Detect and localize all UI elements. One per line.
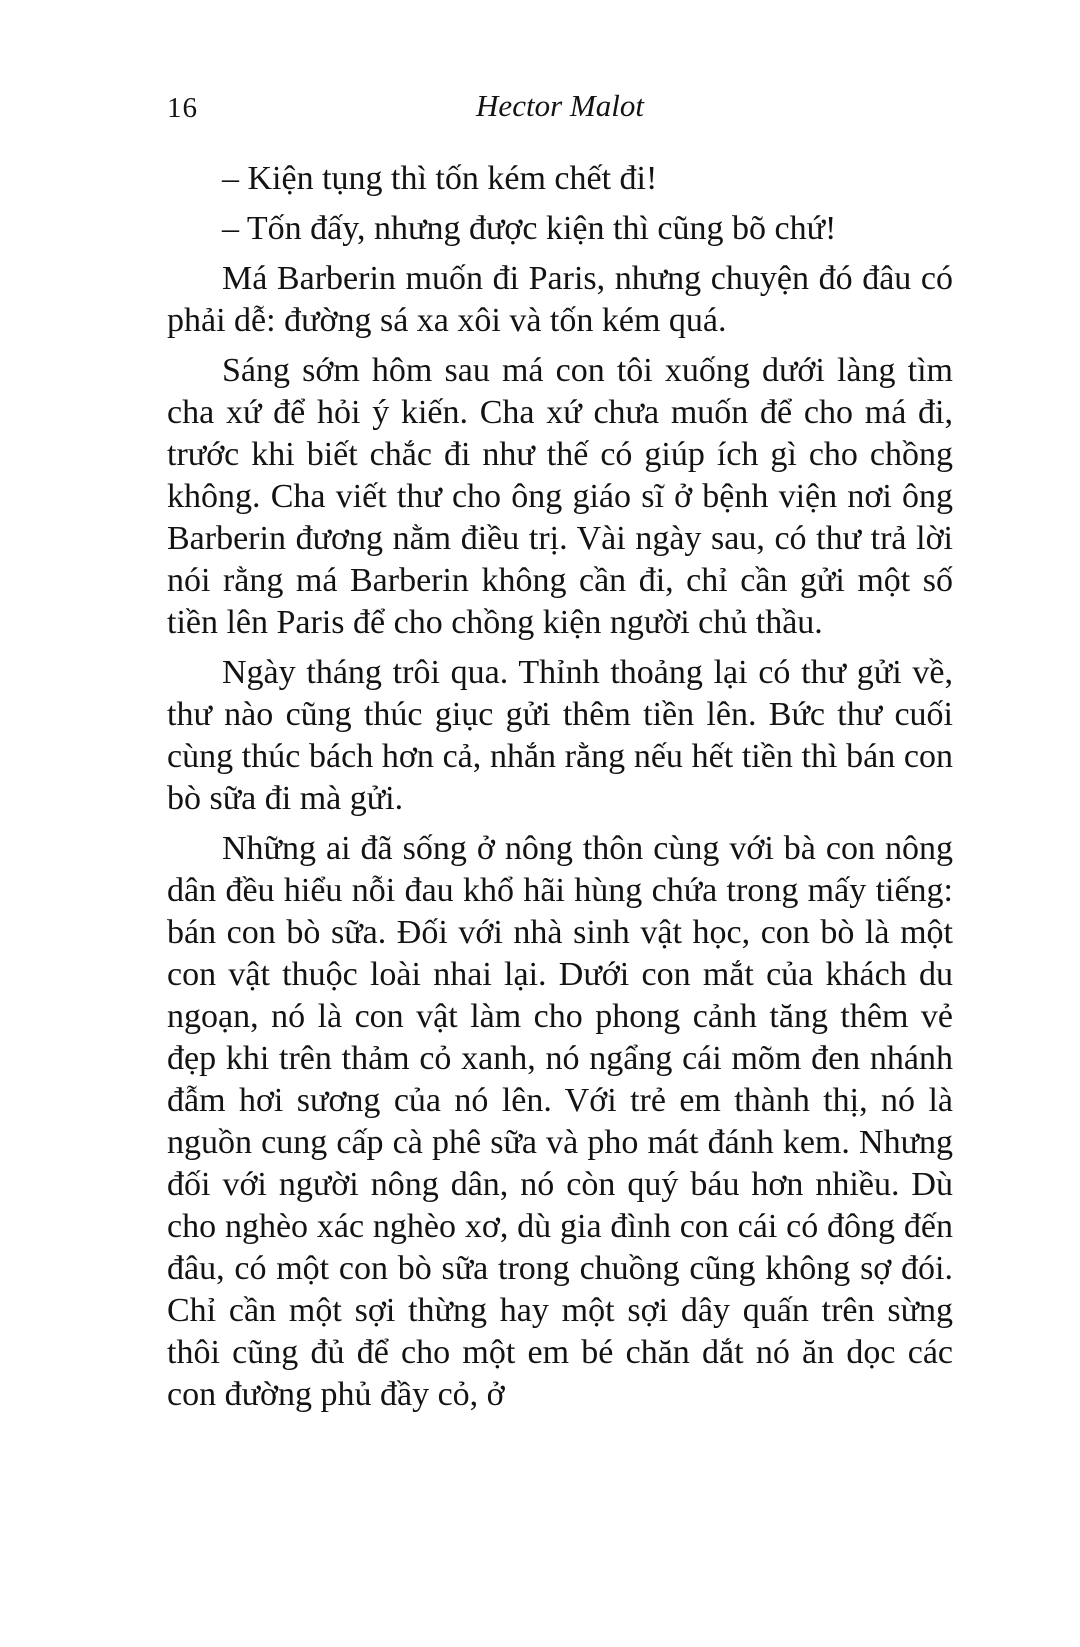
paragraph: Những ai đã sống ở nông thôn cùng với bà con nông dân đều hiểu nỗi đau khổ hãi hùng chứa trong mấy tiếng: bán con bò sữa. Đối với nhà sinh vật học, con bò là một con vật thuộc loài nhai lại. Dưới con mắt của khách du ngoạn, nó là con vật làm cho phong cảnh tăng thêm vẻ đẹp khi trên thảm cỏ xanh, nó ngẩng cái mõm đen nhánh đẫm hơi sương của nó lên. Với trẻ em thành thị, nó là nguồn cung cấp cà phê sữa và pho mát đánh kem. Nhưng đối với người nông dân, nó còn quý báu hơn nhiều. Dù cho nghèo xác nghèo xơ, dù gia đình con cái có đông đến đâu, có một con bò sữa trong chuồng cũng không sợ đói. Chỉ cần một sợi thừng hay một sợi dây quấn trên sừng thôi cũng đủ để cho một em bé chăn dắt nó ăn dọc các con đường phủ đầy cỏ, ở bbox=[167, 830, 953, 1413]
page-body bbox=[167, 158, 953, 1416]
paragraph: Má Barberin muốn đi Paris, nhưng chuyện đó đâu có phải dễ: đường sá xa xôi và tốn kém quá. bbox=[167, 260, 953, 339]
page-number: 16 bbox=[167, 92, 198, 124]
dialogue-line: – Tốn đấy, nhưng được kiện thì cũng bõ chứ! bbox=[222, 210, 837, 247]
running-title: Hector Malot bbox=[476, 88, 644, 123]
paragraph: Sáng sớm hôm sau má con tôi xuống dưới làng tìm cha xứ để hỏi ý kiến. Cha xứ chưa muốn để cho má đi, trước khi biết chắc đi như thế có giúp ích gì cho chồng không. Cha viết thư cho ông giáo sĩ ở bệnh viện nơi ông Barberin đương nằm điều trị. Vài ngày sau, có thư trả lời nói rằng má Barberin không cần đi, chỉ cần gửi một số tiền lên Paris để cho chồng kiện người chủ thầu. bbox=[167, 352, 953, 641]
running-header bbox=[167, 88, 953, 124]
dialogue-line: – Kiện tụng thì tốn kém chết đi! bbox=[222, 160, 658, 197]
paragraph: Ngày tháng trôi qua. Thỉnh thoảng lại có thư gửi về, thư nào cũng thúc giục gửi thêm tiền lên. Bức thư cuối cùng thúc bách hơn cả, nhắn rằng nếu hết tiền thì bán con bò sữa đi mà gửi. bbox=[167, 654, 953, 817]
